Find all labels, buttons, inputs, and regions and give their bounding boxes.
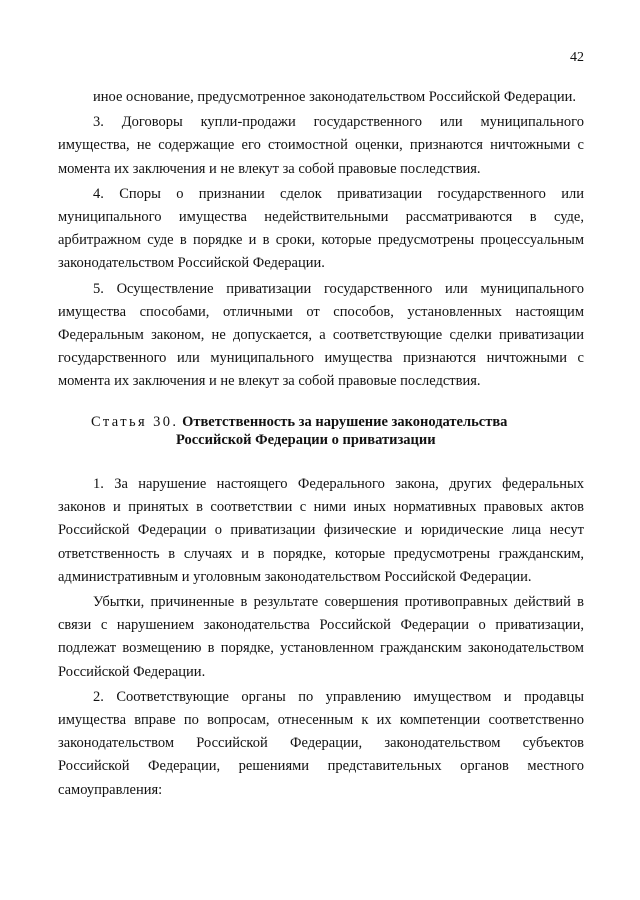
paragraph-continuation: иное основание, предусмотренное законодательством Российской Федерации. bbox=[93, 89, 576, 105]
paragraph-3: 3. Договоры купли-продажи государственного или муниципального имущества, не содержащие его стоимостной оценки, признаются ничтожными с момента их заключения и не влекут за собой правовые последствия. bbox=[58, 114, 584, 177]
text-block-bottom bbox=[58, 473, 584, 802]
page-number: 42 bbox=[570, 50, 584, 65]
article-heading bbox=[91, 413, 551, 449]
paragraph-5: 5. Осуществление приватизации государственного или муниципального имущества способами, отличными от способов, установленных настоящим Федеральным законом, не допускается, а соответствующие сделки приватизации государственного или муниципального имущества признаются ничтожными с момента их заключения и не влекут за собой правовые последствия. bbox=[58, 280, 584, 390]
article-label: Статья 30. bbox=[91, 414, 179, 430]
paragraph-article-1: 1. За нарушение настоящего Федерального закона, других федеральных законов и принятых в соответствии с ними иных нормативных правовых актов Российской Федерации о приватизации физические и юридические лица несут ответственность в случаях и в порядке, которые предусмотрены гражданским, административным и уголовным законодательством Российской Федерации. bbox=[58, 476, 584, 585]
paragraph-article-2: 2. Соответствующие органы по управлению имуществом и продавцы имущества вправе по вопросам, отнесенным к их компетенции соответственно законодательством Российской Федерации, законодательством субъектов Российской Федерации, решениями представительных органов местного самоуправления: bbox=[58, 688, 584, 798]
article-title-line-1: Ответственность за нарушение законодательства bbox=[182, 414, 508, 430]
text-block-top bbox=[58, 86, 584, 394]
paragraph-4: 4. Споры о признании сделок приватизации государственного или муниципального имущества недействительными рассматриваются в суде, арбитражном суде в порядке и в сроки, которые предусмотрены процессуальным законодательством Российской Федерации. bbox=[58, 185, 584, 272]
paragraph-losses: Убытки, причиненные в результате совершения противоправных действий в связи с нарушением законодательства Российской Федерации о приватизации, подлежат возмещению в порядке, установленном гражданским законодательством Российской Федерации. bbox=[58, 594, 584, 680]
article-title-line-2: Российской Федерации о приватизации bbox=[176, 432, 436, 448]
